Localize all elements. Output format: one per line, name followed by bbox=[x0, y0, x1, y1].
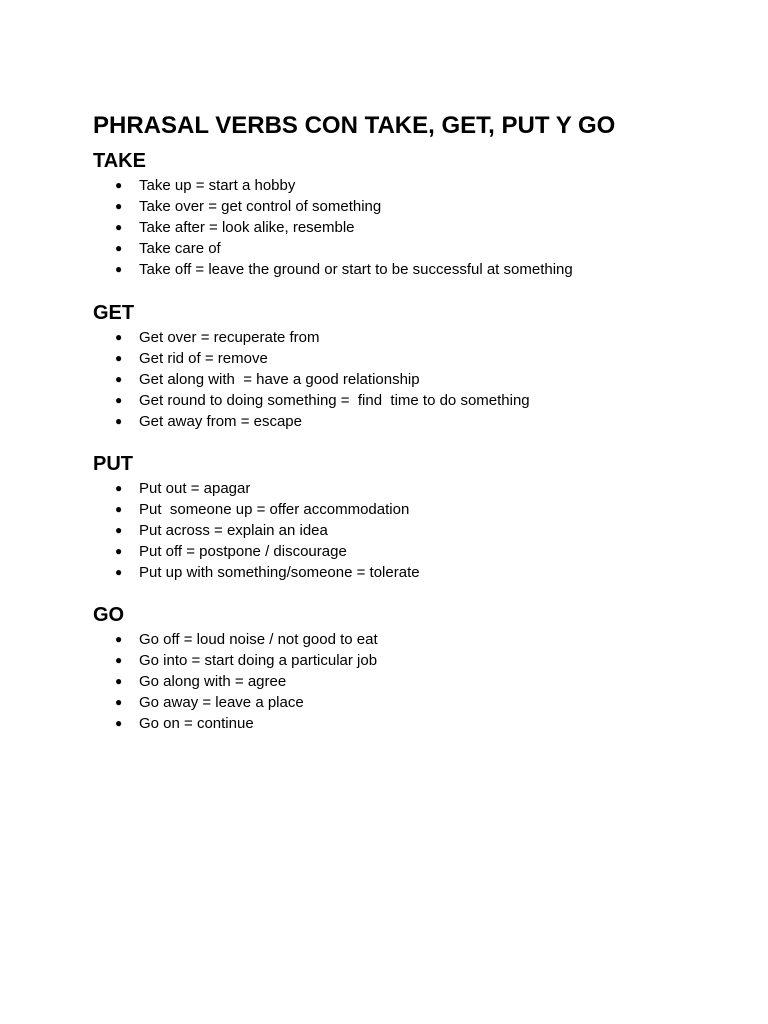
section-go bbox=[93, 602, 733, 734]
list-item bbox=[93, 411, 733, 432]
bullet-icon: ● bbox=[115, 262, 123, 276]
item-list-get bbox=[93, 327, 733, 432]
item-list-take bbox=[93, 175, 733, 280]
bullet-icon: ● bbox=[115, 414, 123, 428]
list-item-text: Put across = explain an idea bbox=[139, 522, 328, 539]
list-item bbox=[93, 713, 733, 734]
list-item-text: Get round to doing something = find time to do something bbox=[139, 392, 530, 409]
list-item-text: Go into = start doing a particular job bbox=[139, 652, 378, 669]
list-item bbox=[93, 196, 733, 217]
list-item-text: Take up = start a hobby bbox=[139, 177, 296, 194]
item-list-put bbox=[93, 478, 733, 583]
list-item-text: Take off = leave the ground or start to be successful at something bbox=[139, 261, 573, 278]
list-item bbox=[93, 327, 733, 348]
document-title: PHRASAL VERBS CON TAKE, GET, PUT Y GO bbox=[93, 112, 616, 139]
section-heading-go: GO bbox=[93, 604, 125, 626]
bullet-icon: ● bbox=[115, 178, 123, 192]
list-item bbox=[93, 175, 733, 196]
list-item-text: Go off = loud noise / not good to eat bbox=[139, 631, 378, 648]
bullet-icon: ● bbox=[115, 393, 123, 407]
bullet-icon: ● bbox=[115, 716, 123, 730]
bullet-icon: ● bbox=[115, 241, 123, 255]
list-item bbox=[93, 671, 733, 692]
bullet-icon: ● bbox=[115, 481, 123, 495]
section-take bbox=[93, 148, 733, 280]
list-item-text: Put up with something/someone = tolerate bbox=[139, 564, 420, 581]
bullet-icon: ● bbox=[115, 523, 123, 537]
list-item-text: Take care of bbox=[139, 240, 221, 257]
list-item-text: Get rid of = remove bbox=[139, 350, 268, 367]
list-item bbox=[93, 499, 733, 520]
list-item-text: Get over = recuperate from bbox=[139, 329, 320, 346]
bullet-icon: ● bbox=[115, 653, 123, 667]
bullet-icon: ● bbox=[115, 695, 123, 709]
list-item-text: Get away from = escape bbox=[139, 413, 302, 430]
bullet-icon: ● bbox=[115, 351, 123, 365]
list-item bbox=[93, 238, 733, 259]
bullet-icon: ● bbox=[115, 565, 123, 579]
list-item bbox=[93, 650, 733, 671]
list-item-text: Take after = look alike, resemble bbox=[139, 219, 355, 236]
list-item bbox=[93, 562, 733, 583]
list-item-text: Go away = leave a place bbox=[139, 694, 304, 711]
list-item bbox=[93, 692, 733, 713]
bullet-icon: ● bbox=[115, 674, 123, 688]
bullet-icon: ● bbox=[115, 502, 123, 516]
bullet-icon: ● bbox=[115, 220, 123, 234]
list-item-text: Take over = get control of something bbox=[139, 198, 382, 215]
section-heading-get: GET bbox=[93, 302, 135, 324]
section-get bbox=[93, 300, 733, 432]
list-item bbox=[93, 390, 733, 411]
list-item bbox=[93, 541, 733, 562]
list-item-text: Put someone up = offer accommodation bbox=[139, 501, 410, 518]
bullet-icon: ● bbox=[115, 372, 123, 386]
list-item bbox=[93, 259, 733, 280]
list-item bbox=[93, 217, 733, 238]
list-item-text: Put off = postpone / discourage bbox=[139, 543, 347, 560]
bullet-icon: ● bbox=[115, 199, 123, 213]
bullet-icon: ● bbox=[115, 330, 123, 344]
list-item-text: Go on = continue bbox=[139, 715, 254, 732]
list-item bbox=[93, 629, 733, 650]
section-put bbox=[93, 451, 733, 583]
list-item-text: Go along with = agree bbox=[139, 673, 287, 690]
list-item-text: Get along with = have a good relationship bbox=[139, 371, 420, 388]
list-item bbox=[93, 369, 733, 390]
bullet-icon: ● bbox=[115, 632, 123, 646]
bullet-icon: ● bbox=[115, 544, 123, 558]
item-list-go bbox=[93, 629, 733, 734]
list-item bbox=[93, 520, 733, 541]
list-item-text: Put out = apagar bbox=[139, 480, 251, 497]
list-item bbox=[93, 348, 733, 369]
section-heading-take: TAKE bbox=[93, 150, 146, 172]
list-item bbox=[93, 478, 733, 499]
section-heading-put: PUT bbox=[93, 453, 133, 475]
